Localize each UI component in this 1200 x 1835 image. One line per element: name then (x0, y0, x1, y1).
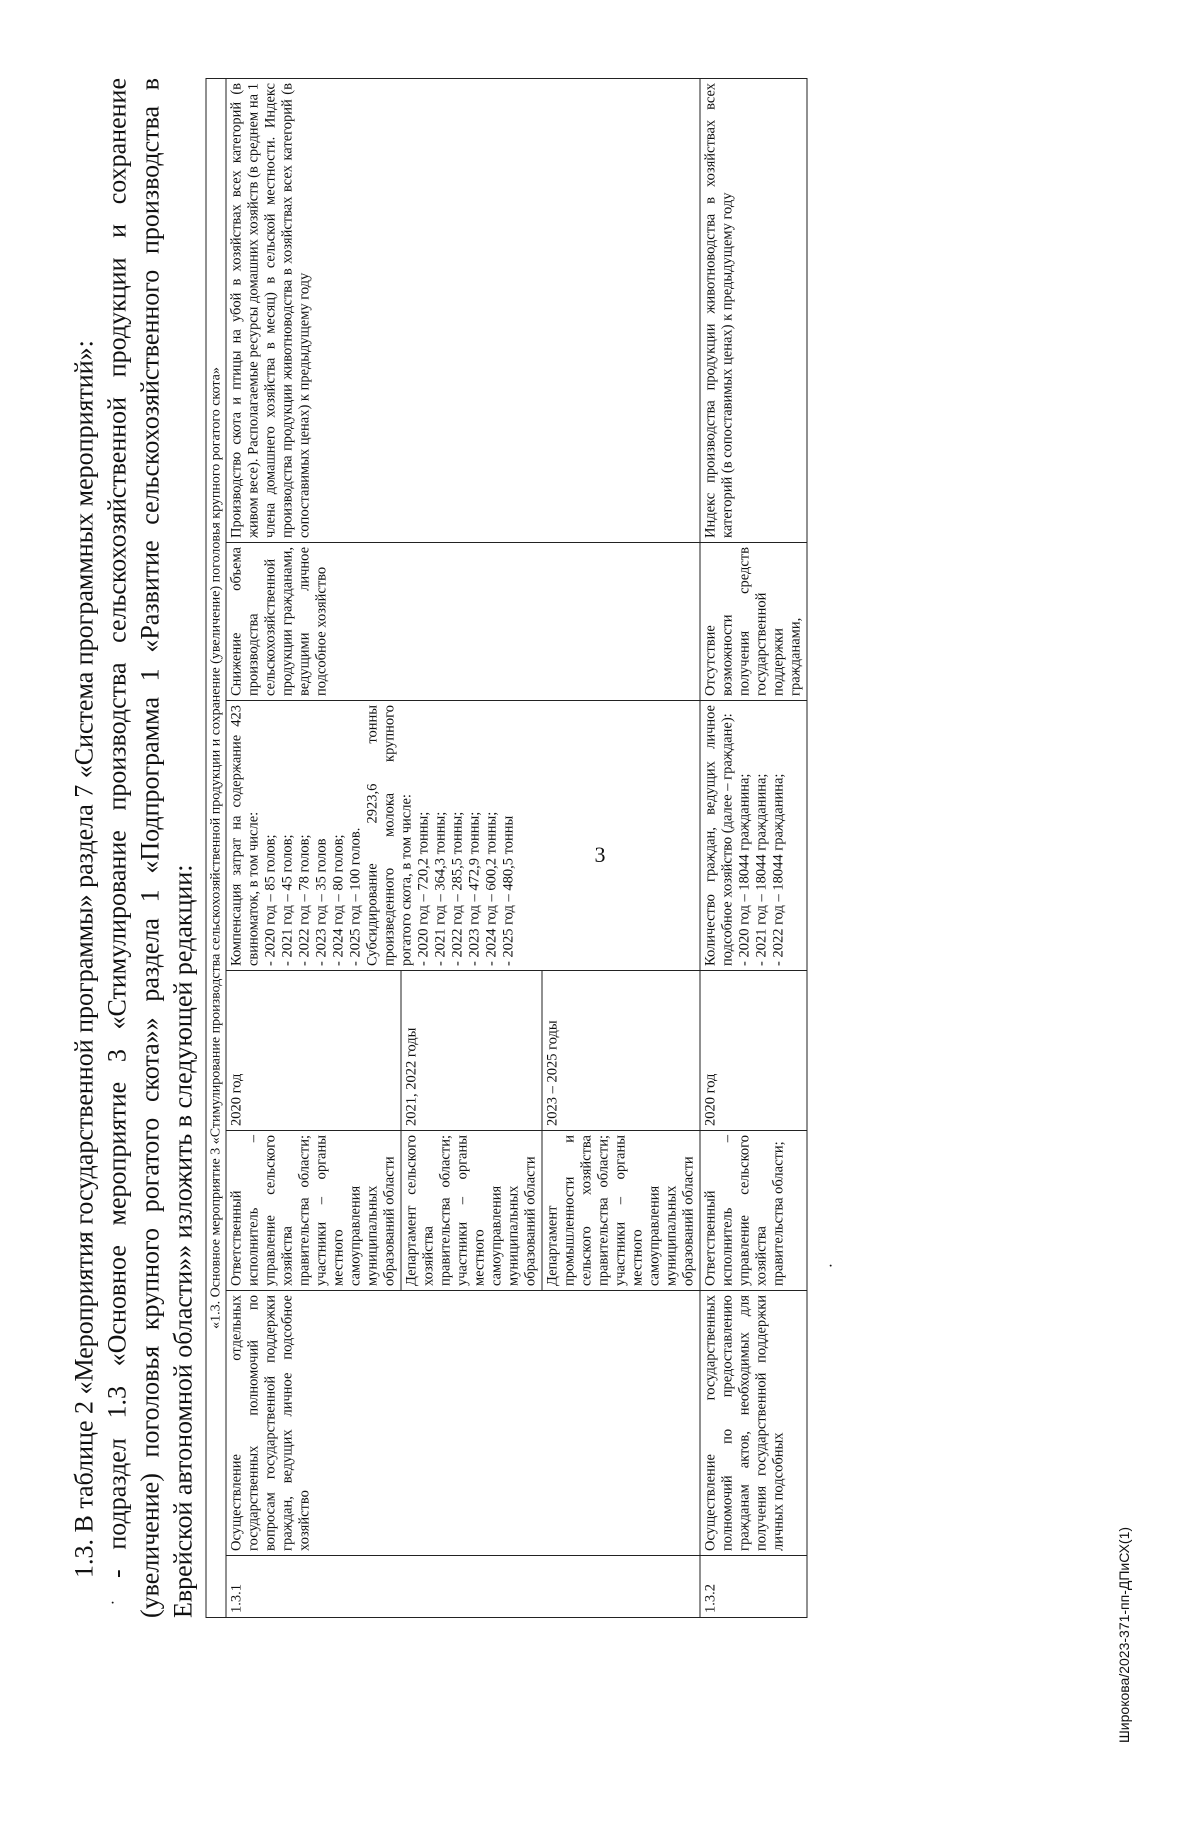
cell-num: 1.3.2 (700, 1556, 807, 1618)
scan-speck: · (828, 1258, 834, 1275)
cell-risk: Отсутствие возможности получения средств государственной поддержки гражданами, (700, 543, 807, 701)
result-line: - 2023 год – 472,9 тонны; (466, 811, 483, 966)
cell-risk: Снижение объема производства сельскохозяйственной продукции гражданами, ведущими личное подсобное хозяйство (226, 543, 700, 701)
result-line: - 2022 год – 18044 гражданина; (770, 773, 787, 966)
footer-code (1110, 1435, 1138, 1835)
result-line: - 2022 год – 78 голов; (296, 834, 313, 966)
rotated-page-content (68, 78, 1133, 1618)
result-intro: Количество граждан, ведущих личное подсобное хозяйство (далее – граждане): (702, 705, 736, 966)
cell-result (700, 701, 807, 971)
intro-text (68, 78, 200, 1618)
result-milk: Субсидирование 2923,6 тонны произведенного молока крупного рогатого скота, в том числе: (364, 705, 415, 966)
result-line: - 2022 год – 285,5 тонны; (449, 811, 466, 966)
result-line: - 2025 год – 480,5 тонны (500, 815, 517, 966)
footer-code-text: Широкова/2023-371-пп-ДПиСХ(1) (1116, 1526, 1132, 1744)
result-line: - 2024 год – 80 голов; (330, 834, 347, 966)
intro-line-1: 1.3. В таблице 2 «Мероприятия государственной программы» раздела 7 «Система программных мероприятий»: (69, 340, 99, 1578)
result-line: - 2020 год – 18044 гражданина; (736, 773, 753, 966)
cell-name: Осуществление отдельных государственных полномочий по вопросам государственной поддержки граждан, ведущих личное подсобное хозяйство (226, 1291, 700, 1556)
cell-result (226, 701, 700, 971)
page-number: 3 (594, 842, 606, 867)
cell-responsible: Ответственный исполнитель – управление сельского хозяйства правительства области; участники – органы местного самоуправления муниципальных образований области (226, 1131, 401, 1291)
result-line: - 2021 год – 45 голов; (279, 834, 296, 966)
cell-term: 2020 год (700, 971, 807, 1131)
cell-indicators: Производство скота и птицы на убой в хозяйствах всех категорий (в живом весе). Располагаемые ресурсы домашних хозяйств (в среднем на 1 члена домашнего хозяйства в месяц) в сельской местности. Индекс производства продукции животноводства в хозяйствах всех категорий (в сопоставимых ценах) к предыдущему году (226, 79, 700, 543)
result-line: - 2021 год – 364,3 тонны; (432, 811, 449, 966)
result-line: - 2025 год – 100 голов. (347, 827, 364, 966)
cell-term: 2023 – 2025 годы (542, 971, 700, 1131)
cell-term: 2021, 2022 годы (401, 971, 542, 1131)
result-line: - 2021 год – 18044 гражданина; (753, 773, 770, 966)
result-line: - 2020 год – 85 голов; (262, 834, 279, 966)
result-line: - 2020 год – 720,2 тонны; (415, 811, 432, 966)
cell-responsible: Департамент промышленности и сельского хозяйства правительства области; участники – органы местного самоуправления муниципальных образований области (542, 1131, 700, 1291)
measures-table (206, 78, 808, 1618)
result-line: - 2024 год – 600,2 тонны; (483, 811, 500, 966)
cell-responsible: Департамент сельского хозяйства правительства области; участники – органы местного самоуправления муниципальных образований области (401, 1131, 542, 1291)
result-line: - 2023 год – 35 голов (313, 838, 330, 966)
scan-speck: · (110, 1595, 116, 1612)
cell-term: 2020 год (226, 971, 401, 1131)
cell-name: Осуществление государственных полномочий по предоставлению гражданам актов, необходимых для получения государственной поддержки личных подсобных (700, 1291, 807, 1556)
result-intro: Компенсация затрат на содержание 423 свиноматок, в том числе: (228, 705, 262, 966)
cell-indicators: Индекс производства продукции животноводства в хозяйствах всех категорий (в сопоставимых ценах) к предыдущему году (700, 79, 807, 543)
table-header-row (206, 79, 226, 1618)
cell-responsible: Ответственный исполнитель – управление сельского хозяйства правительства области; (700, 1131, 807, 1291)
intro-line-2: - подраздел 1.3 «Основное мероприятие 3 «Стимулирование производства сельскохозяйственной продукции и сохранение (увеличение) поголовья крупного рогатого скота»» раздела 1 «Подпрограмма 1 «Развитие сельскохозяйственного производства в Еврейской автономной области»» изложить в следующей редакции: (102, 78, 198, 1618)
table-row (226, 79, 401, 1618)
table-row (700, 79, 807, 1618)
cell-num: 1.3.1 (226, 1556, 700, 1618)
table-section-header: «1.3. Основное мероприятие 3 «Стимулирование производства сельскохозяйственной продукции и сохранение (увеличение) поголовья крупного рогатого скота» (206, 79, 226, 1618)
